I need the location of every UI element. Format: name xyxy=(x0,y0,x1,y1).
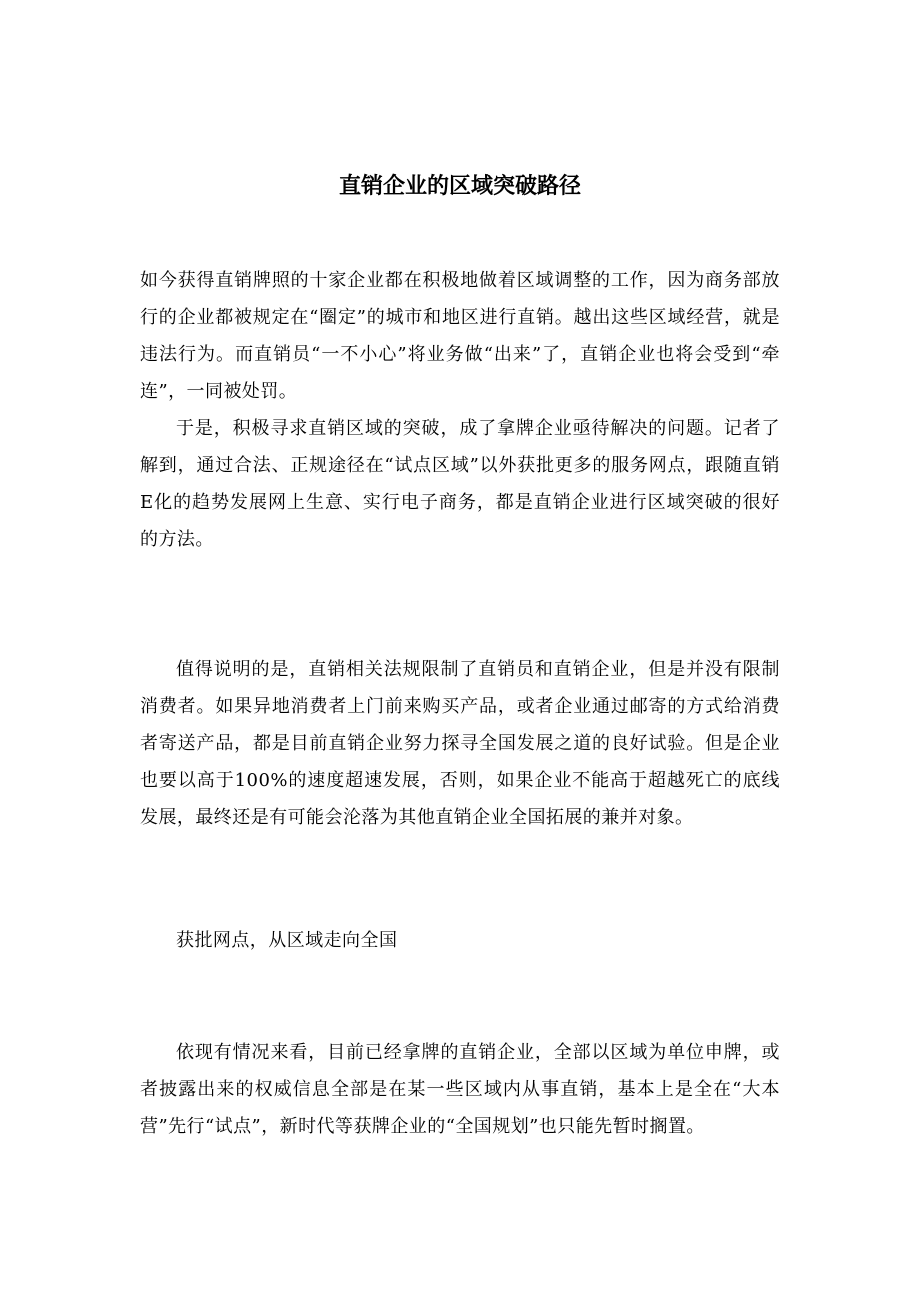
document-title: 直销企业的区域突破路径 xyxy=(338,174,581,199)
section-paragraph: 依现有情况来看，目前已经拿牌的直销企业，全部以区域为单位申牌，或者披露出来的权威信息全部是在某一些区域内从事直销，基本上是全在“大本营”先行“试点”，新时代等获牌企业的“全国规划”也只能先暂时搁置。 xyxy=(140,1042,780,1137)
paragraph-2: 于是，积极寻求直销区域的突破，成了拿牌企业亟待解决的问题。记者了解到，通过合法、正规途径在“试点区域”以外获批更多的服务网点，跟随直销E化的趋势发展网上生意、实行电子商务，都是直销企业进行区域突破的很好的方法。 xyxy=(140,418,780,550)
paragraph-3: 值得说明的是，直销相关法规限制了直销员和直销企业，但是并没有限制消费者。如果异地消费者上门前来购买产品，或者企业通过邮寄的方式给消费者寄送产品，都是目前直销企业努力探寻全国发展之道的良好试验。但是企业也要以高于100%的速度超速发展，否则，如果企业不能高于超越死亡的底线发展，最终还是有可能会沦落为其他直销企业全国拓展的兼并对象。 xyxy=(140,659,780,828)
paragraph-1: 如今获得直销牌照的十家企业都在积极地做着区域调整的工作，因为商务部放行的企业都被规定在“圈定”的城市和地区进行直销。越出这些区域经营，就是违法行为。而直销员“一不小心”将业务做“出来”了，直销企业也将会受到“牵连”，一同被处罚。 xyxy=(140,270,780,402)
section-heading: 获批网点，从区域走向全国 xyxy=(176,930,398,951)
